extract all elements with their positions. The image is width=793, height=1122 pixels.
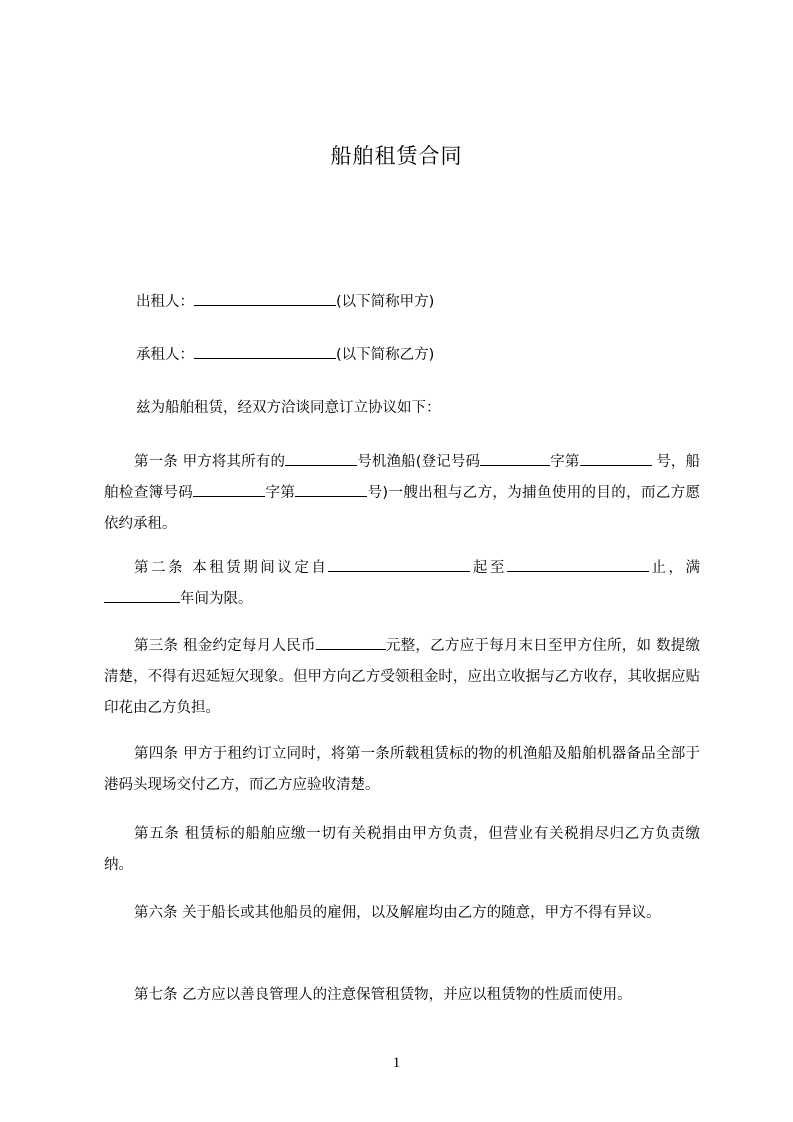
article-1-blank-registration-no-2 [580, 451, 652, 466]
article-3-blank-rent [316, 635, 386, 650]
article-5: 第五条 租赁标的船舶应缴一切有关税捐由甲方负责，但营业有关税捐尽归乙方负责缴纳。 [104, 826, 700, 873]
lessee-suffix: (以下简称乙方) [336, 347, 435, 363]
article-6: 第六条 关于船长或其他船员的雇佣，以及解雇均由乙方的随意，甲方不得有异议。 [134, 905, 661, 921]
article-2-text-b: 起至 [470, 560, 507, 576]
article-2-blank-start-date [328, 557, 470, 572]
lessee-line [136, 344, 434, 365]
lessor-blank [194, 291, 336, 306]
article-1 [104, 447, 700, 540]
lessor-suffix: (以下简称甲方) [336, 294, 435, 310]
intro-text: 兹为船舶租赁，经双方洽谈同意订立协议如下： [136, 400, 441, 416]
lessee-label: 承租人： [136, 347, 194, 363]
article-1-text-e: 字第 [265, 485, 296, 501]
article-1-blank-vessel-no [285, 451, 357, 466]
article-1-blank-registration-no [480, 451, 550, 466]
article-2-blank-end-date [507, 557, 649, 572]
article-2-text-a: 第二条 本租赁期间议定自 [134, 560, 329, 576]
lessor-line [136, 291, 434, 312]
article-3-text-b: 元整，乙方应于每月末日至甲方住所，如 数提缴清楚，不得有迟延短欠现象。但甲方向乙方受领租金时，应出立收据与乙方收存，其收据应贴印花由乙方负担。 [104, 638, 701, 716]
article-4: 第四条 甲方于租约订立同时，将第一条所载租赁标的物的机渔船及船舶机器备品全部于港码头现场交付乙方，而乙方应验收清楚。 [104, 746, 700, 793]
article-3-text-a: 第三条 租金约定每月人民币 [134, 638, 316, 654]
article-2-text-c: 止，满 [648, 560, 701, 576]
article-2-blank-years [104, 588, 180, 603]
lessee-blank [194, 344, 336, 359]
article-1-text-d: 号，船舶检查簿号码 [104, 454, 701, 501]
article-7: 第七条 乙方应以善良管理人的注意保管租赁物，并应以租赁物的性质而使用。 [134, 987, 632, 1003]
article-1-text-a: 第一条 甲方将其所有的 [134, 454, 286, 470]
article-1-blank-inspection-no-2 [295, 482, 367, 497]
article-2 [104, 553, 700, 615]
article-1-blank-inspection-no [193, 482, 265, 497]
article-2-text-d: 年间为限。 [180, 591, 253, 607]
article-1-text-c: 字第 [550, 454, 580, 470]
lessor-label: 出租人： [136, 294, 194, 310]
document-title: 船舶租赁合同 [330, 144, 463, 168]
article-1-text-b: 号机渔船(登记号码 [357, 454, 481, 470]
page-number: 1 [392, 1055, 401, 1071]
article-3 [104, 631, 700, 724]
article-1-text-f: 号)一艘出租与乙方，为捕鱼使用的目的，而乙方愿依约承租。 [104, 485, 701, 532]
